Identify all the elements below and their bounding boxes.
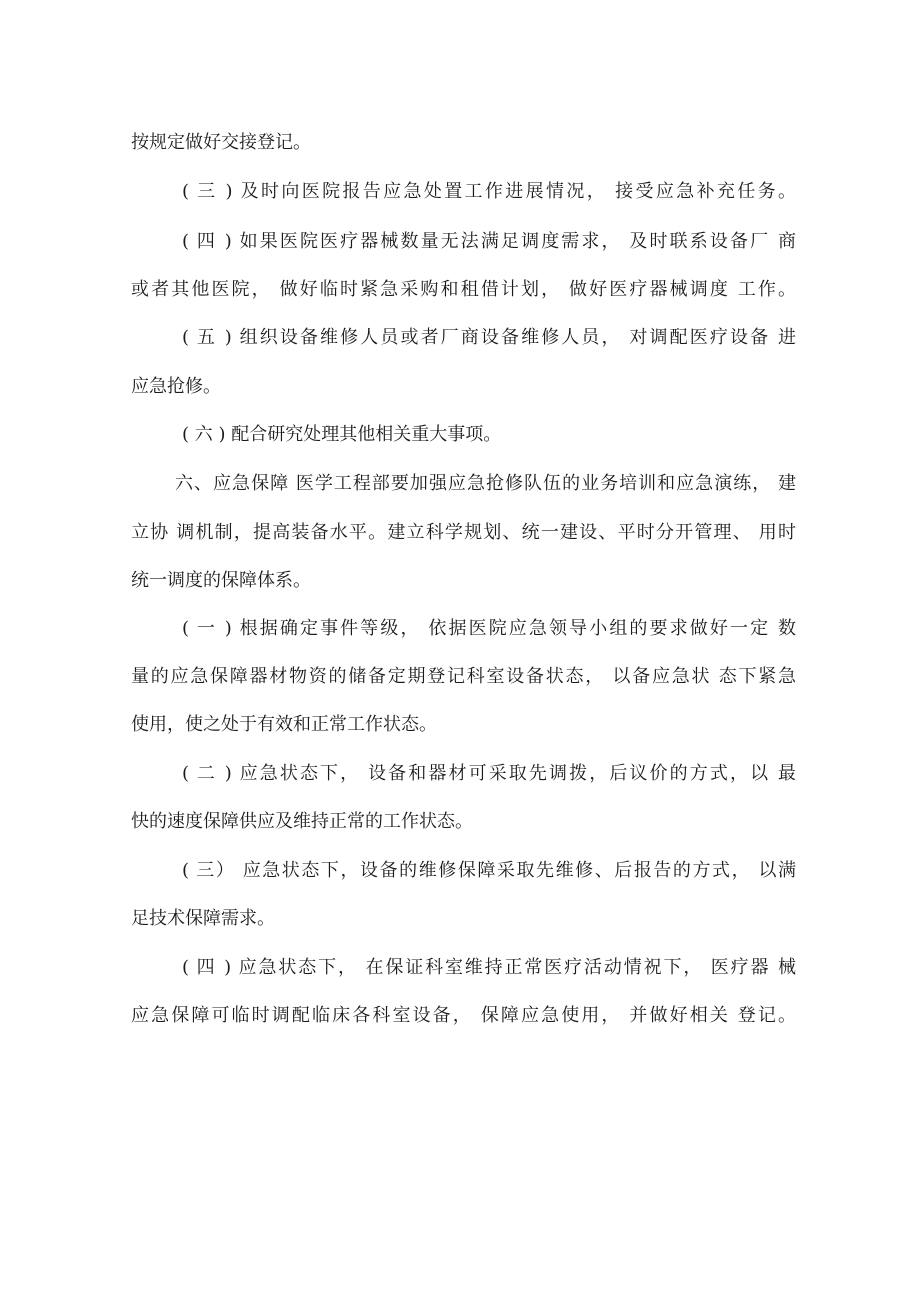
text-line: 应急保障可临时调配临床各科室设备， 保障应急使用， 并做好相关 登记。 <box>131 1005 796 1026</box>
text-line: ( 四 ) 如果医院医疗器械数量无法满足调度需求， 及时联系设备厂 商 <box>182 231 796 252</box>
text-line: ( 三） 应急状态下，设备的维修保障采取先维修、后报告的方式， 以满 <box>182 860 796 881</box>
text-line: 量的应急保障器材物资的储备定期登记科室设备状态， 以备应急状 态下紧急 <box>131 666 796 687</box>
text-line: 立协 调机制，提高装备水平。建立科学规划、统一建设、平时分开管理、 用时 <box>131 522 796 543</box>
text-line: 按规定做好交接登记。 <box>131 132 311 153</box>
text-line: 或者其他医院， 做好临时紧急采购和租借计划， 做好医疗器械调度 工作。 <box>131 279 796 300</box>
text-line: 统一调度的保障体系。 <box>131 570 311 591</box>
text-line: 快的速度保障供应及维持正常的工作状态。 <box>131 811 473 832</box>
text-line: ( 六 ) 配合研究处理其他相关重大事项。 <box>182 424 502 445</box>
text-line: ( 五 ) 组织设备维修人员或者厂商设备维修人员， 对调配医疗设备 进 <box>182 327 796 348</box>
text-line: ( 三 ) 及时向医院报告应急处置工作进展情况， 接受应急补充任务。 <box>182 181 796 202</box>
text-line: 六、应急保障 医学工程部要加强应急抢修队伍的业务培训和应急演练， 建 <box>175 473 796 494</box>
text-line: ( 二 ) 应急状态下， 设备和器材可采取先调拨，后议价的方式，以 最 <box>182 763 796 784</box>
text-line: 足技术保障需求。 <box>131 908 275 929</box>
text-line: 使用，使之处于有效和正常工作状态。 <box>131 714 437 735</box>
text-line: ( 一 ) 根据确定事件等级， 依据医院应急领导小组的要求做好一定 数 <box>182 618 796 639</box>
text-line: 应急抢修。 <box>131 376 221 397</box>
text-line: ( 四 ) 应急状态下， 在保证科室维持正常医疗活动情祝下， 医疗器 械 <box>182 957 796 978</box>
